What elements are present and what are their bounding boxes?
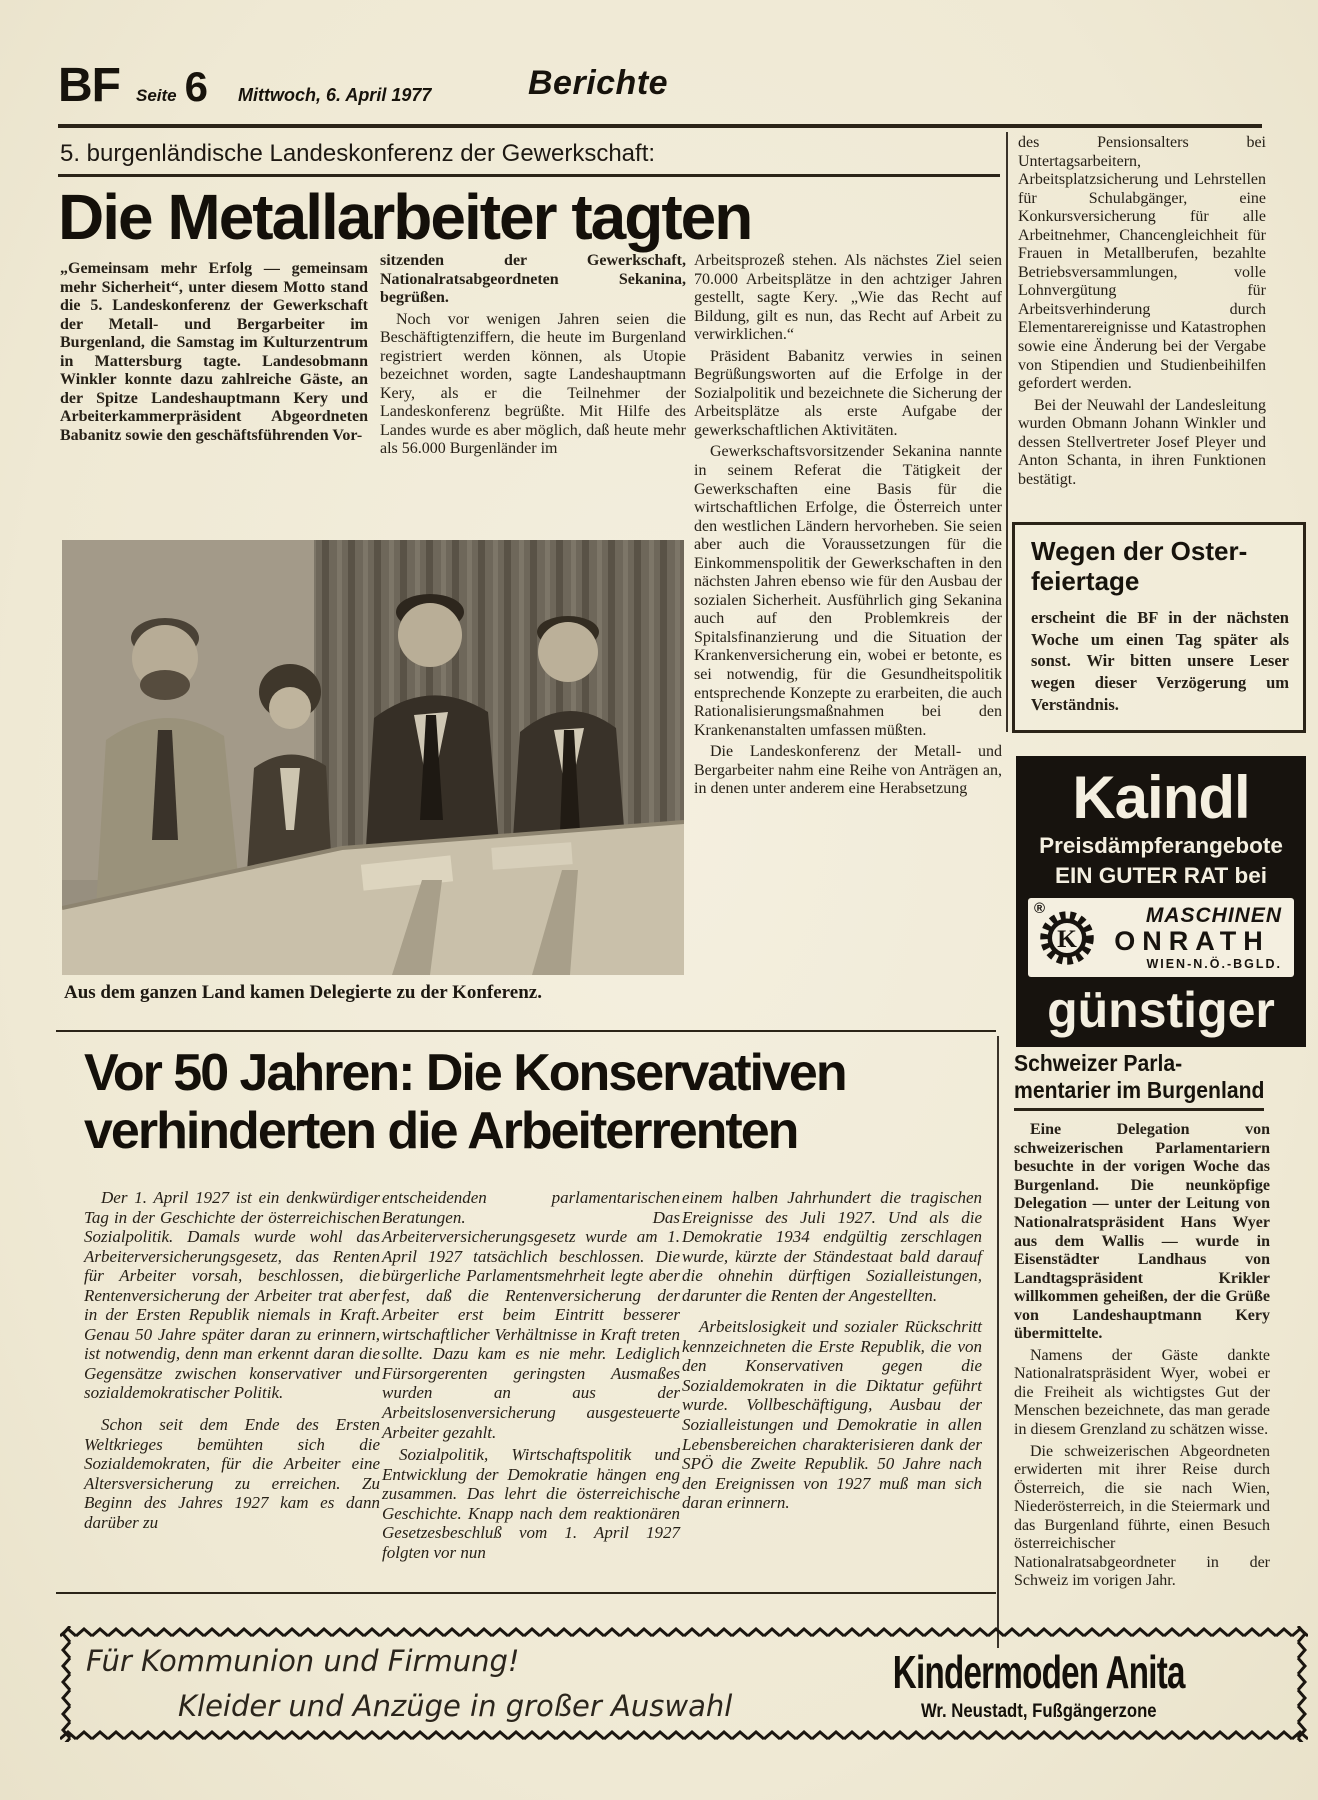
ad-brand-block <box>836 1645 1242 1723</box>
lead-article-col2 <box>380 252 686 462</box>
article-paragraph: Bei der Neuwahl der Landesleitung wurden Obmann Johann Winkler und dessen Stellvertreter Josef Pleyer und Anton Schanta, in ihren Funktionen bestätigt. <box>1018 396 1266 488</box>
gear-icon <box>1038 909 1096 967</box>
lead-article-col3 <box>694 252 1002 802</box>
zigzag-border-top <box>60 1626 1308 1638</box>
lead-paragraph: „Gemeinsam mehr Erfolg — gemeinsam mehr Sicherheit“, unter diesem Motto stand die 5. Landeskonferenz der Gewerkschaft der Metall- und Bergarbeiter im Burgenland, die Samstag im Kulturzentrum in Mattersburg tagte. Landesobmann Winkler konnte dazu zahlreiche Gäste, an der Spitze Landeshauptmann Kery und Arbeiterkammerpräsident Abgeordneten Babanitz sowie den geschäftsführenden Vor- <box>60 260 368 444</box>
kicker: 5. burgenländische Landeskonferenz der Gewerkschaft: <box>60 140 656 167</box>
lead-headline: Die Metallarbeiter tagten <box>58 181 752 253</box>
article-paragraph: Noch vor wenigen Jahren seien die Beschäftigtenziffern, die heute im Burgenland registriert werden können, als Utopie bezeichnet worden, sagte Landeshauptmann Kery, als er die Teilnehmer der Landeskonferenz begrüßte. Mit Hilfe des Landes wurde es aber möglich, daß heute mehr als 56.000 Burgenländer im <box>380 310 686 458</box>
masthead <box>58 58 1262 122</box>
column-divider-lower <box>997 1036 999 1648</box>
kaindl-ad <box>1016 756 1306 1047</box>
zigzag-border-right <box>1296 1626 1308 1742</box>
history-top-rule <box>56 1030 996 1032</box>
swiss-title-line2: mentarier im Burgenland <box>1014 1077 1265 1104</box>
konrath-maschinen: MASCHINEN <box>1145 904 1282 927</box>
article-paragraph: des Pensionsalters bei Untertagsarbeitern, Arbeitsplatzsicherung und Lehrstellen für Schulabgänger, eine Konkursversicherung für alle Arbeitnehmer, Chancengleichheit für Frauen in Metallberufen, bezahlte Betriebsversammlungen, volle Lohnvergütung für Arbeitsverhinderung durch Elementarereignisse und Katastrophen sowie eine Änderung bei der Vergabe von Stipendien und Studienbeihilfen gefordert werden. <box>1018 134 1266 393</box>
gear-letter: K <box>1057 924 1077 953</box>
kaindl-line2: EIN GUTER RAT bei <box>1054 863 1268 888</box>
swiss-lead: Eine Delegation von schweizerischen Parlamentariern besuchte in der vorigen Woche das Burgenland. Die neunköpfige Delegation — unter der Leitung von Nationalratspräsident Hans Wyer aus dem Wallis — wurde in Eisenstädter Landhaus von Landtagspräsident Krikler willkommen geheißen, der die Grüße von Landeshauptmann Kery übermittelte. <box>1014 1121 1270 1343</box>
zigzag-border-bottom <box>60 1730 1308 1742</box>
notice-title-line2: feiertage <box>1031 565 1140 596</box>
notice-title <box>1031 537 1289 597</box>
konrath-region: WIEN-N.Ö.-BGLD. <box>1146 957 1282 971</box>
kicker-rule <box>58 174 1000 177</box>
article-paragraph: Gewerkschaftsvorsitzender Sekanina nannte in seinem Referat die Tätigkeit der Gewerkschaften eine Basis für die wirtschaftlichen Erfolge, die Österreich unter den westlichen Ländern hervorheben. Sie seien aber auch die Voraussetzungen für die Einkommenspolitik der Gewerkschaften in den nächsten Jahren ebenso wie für den Ausbau der sozialen Sicherheit. Ausführlich ging Sekanina auch auf den Problemkreis der Spitalsfinanzierung und die Situation der Krankenversicherung ein, wobei er betonte, es sei notwendig, für die Gesundheitspolitik entsprechende Konzepte zu erarbeiten, die auch Rationalisierungsmaßnahmen bei den Krankenanstalten umfassen müßten. <box>694 443 1002 739</box>
article-paragraph: einem halben Jahrhundert die tragischen Ereignisse des Juli 1927. Und als die Demokratie 1934 endgültig zerschlagen wurde, kürzte der Ständestaat bald darauf die ohnehin dürftigen Sozialleistungen, darunter die Renten der Angestellten. <box>682 1188 982 1305</box>
history-col2 <box>382 1188 680 1565</box>
swiss-article <box>1014 1050 1270 1594</box>
zigzag-border-left <box>60 1626 72 1742</box>
column-divider <box>1006 132 1008 732</box>
ad-address: Wr. Neustadt, Fußgängerzone <box>921 1701 1158 1722</box>
swiss-title-line1: Schweizer Parla- <box>1014 1050 1183 1076</box>
page-label: Seite <box>135 86 177 105</box>
conference-photo <box>62 540 684 975</box>
notice-body: erscheint die BF in der nächsten Woche um einen Tag später als sonst. Wir bitten unsere Leser wegen dieser Verzögerung um Verständnis. <box>1031 607 1289 714</box>
page-number: 6 <box>184 63 208 110</box>
swiss-title-underline <box>1014 1108 1264 1111</box>
konrath-name: ONRATH <box>1114 926 1270 956</box>
photo-caption: Aus dem ganzen Land kamen Delegierte zu der Konferenz. <box>64 982 542 1003</box>
masthead-rule <box>58 124 1262 128</box>
history-col3 <box>682 1188 982 1516</box>
ad-brand: Kindermoden Anita <box>893 1646 1186 1698</box>
swiss-title <box>1014 1050 1265 1104</box>
article-paragraph: Namens der Gäste dankte Nationalratspräsident Wyer, wobei er die Freiheit als wichtigstes Gut der Menschen bezeichnete, das man gerade in diesem Grenzland zu schätzen wisse. <box>1014 1346 1270 1438</box>
history-headline-line1: Vor 50 Jahren: Die Konservativen <box>84 1044 846 1102</box>
ad-line2: Kleider und Anzüge in großer Auswahl <box>178 1689 733 1723</box>
history-col1 <box>84 1188 380 1535</box>
article-paragraph: Sozialpolitik, Wirtschaftspolitik und Entwicklung der Demokratie hängen eng zusammen. Das lehrt die österreichische Geschichte. Knapp nach dem reaktionären Gesetzesbeschluß vom 1. April 1927 folgten vor nun <box>382 1445 680 1562</box>
paper-logo: BF <box>58 59 120 112</box>
ad-content <box>86 1638 1282 1730</box>
article-paragraph: Präsident Babanitz verwies in seinen Begrüßungsworten auf die Erfolge in der Sozialpolitik und bezeichnete die Sicherung der Arbeitsplätze als erste Aufgabe der gewerkschaftlichen Aktivitäten. <box>694 347 1002 439</box>
lead-article-col1 <box>60 260 368 448</box>
ad-script-text <box>86 1639 732 1729</box>
konrath-text <box>1096 904 1288 971</box>
lead-article-col4 <box>1018 134 1266 492</box>
easter-notice-box <box>1012 522 1306 733</box>
date-line: Mittwoch, 6. April 1977 <box>237 85 432 105</box>
konrath-logo <box>1028 898 1294 977</box>
ad-line1: Für Kommunion und Firmung! <box>86 1644 520 1679</box>
kaindl-line1: Preisdämpferangebote <box>1039 833 1283 858</box>
article-paragraph: Arbeitslosigkeit und sozialer Rückschritt kennzeichneten die Erste Republik, die von den Konservativen gegen die Sozialdemokraten in die Diktatur geführt wurde. Vollbeschäftigung, Ausbau der Sozialleistungen und Demokratie in allen Lebensbereichen charakterisieren dank der SPÖ die Zweite Republik. 50 Jahre nach den Ereignissen von 1927 muß man sich daran erinnern. <box>682 1317 982 1513</box>
swiss-body <box>1014 1121 1270 1591</box>
lead-paragraph-continued: sitzenden der Gewerkschaft, Nationalratsabgeordneten Sekanina, begrüßen. <box>380 252 686 307</box>
article-paragraph: Die Landeskonferenz der Metall- und Bergarbeiter nahm eine Reihe von Anträgen an, in denen unter anderem eine Herabsetzung <box>694 743 1002 798</box>
article-paragraph: Die schweizerischen Abgeordneten erwiderten mit ihrer Reise durch Österreich, die sie nach Wien, Niederösterreich, in die Steiermark und das Burgenland führte, einen Besuch österreichischer Nationalratsabgeordneter in der Schweiz im vorigen Jahr. <box>1014 1442 1270 1590</box>
notice-title-line1: Wegen der Oster- <box>1031 536 1248 566</box>
kaindl-brand: Kaindl <box>1072 764 1250 831</box>
article-paragraph: Der 1. April 1927 ist ein denkwürdiger Tag in der Geschichte der österreichischen Sozialpolitik. Damals wurde wohl das Arbeiterversicherungsgesetz, das Renten für Arbeiter vorsah, beschlossen, die Rentenversicherung der Arbeiter trat aber in der Ersten Republik niemals in Kraft. Genau 50 Jahre später daran zu erinnern, ist notwendig, denn man erkennt daran die Gegensätze zwischen konservativer und sozialdemokratischer Politik. <box>84 1188 380 1403</box>
section-title: Berichte <box>528 64 669 102</box>
registered-mark: ® <box>1034 900 1046 917</box>
article-paragraph: Schon seit dem Ende des Ersten Weltkrieges bemühten sich die Sozialdemokraten, für die Arbeiter eine Altersversicherung zu erreichen. Zu Beginn des Jahres 1927 kam es dann darüber zu <box>84 1415 380 1532</box>
history-headline-line2: verhinderten die Arbeiterrenten <box>84 1102 798 1161</box>
history-bottom-rule <box>56 1592 996 1594</box>
article-paragraph: Arbeitsprozeß stehen. Als nächstes Ziel seien 70.000 Arbeitsplätze in den achtziger Jahren gestellt, sagte Kery. „Wie das Recht auf Bildung, gilt es nun, das Recht auf Arbeit zu verwirklichen.“ <box>694 252 1002 344</box>
history-headline <box>84 1044 846 1160</box>
kindermoden-ad <box>60 1626 1308 1742</box>
kaindl-footer: günstiger <box>1047 982 1275 1038</box>
article-paragraph: entscheidenden parlamentarischen Beratungen. Das Arbeiterversicherungsgesetz wurde am 1. April 1927 tatsächlich beschlossen. Die bürgerliche Parlamentsmehrheit legte aber fest, daß die Rentenversicherung der Arbeiter erst beim Eintritt besserer wirtschaftlicher Verhältnisse in Kraft treten sollte. Dazu kam es nie mehr. Lediglich Fürsorgerenten geringsten Ausmaßes wurden an aus der Arbeitslosenversicherung ausgesteuerte Arbeiter gezahlt. <box>382 1188 680 1442</box>
